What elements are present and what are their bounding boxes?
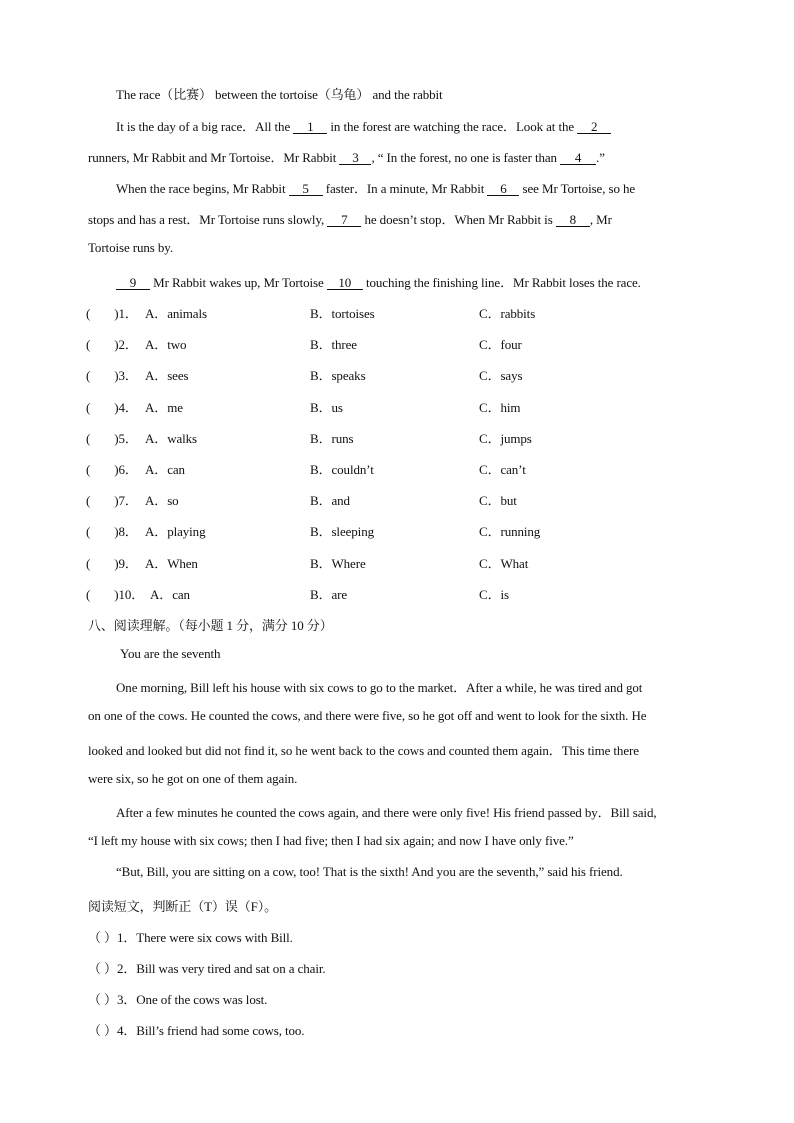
tf-item-1[interactable]: （ ）1．There were six cows with Bill. <box>88 930 293 945</box>
question-number: )3． <box>114 368 138 383</box>
option-b[interactable]: B．and <box>310 493 350 508</box>
passage-line: looked and looked but did not find it, so he went back to the cows and counted them again．This time there <box>88 743 639 758</box>
option-b[interactable]: B．are <box>310 587 348 602</box>
blank-10[interactable]: 10 <box>327 276 363 290</box>
question-number: )9． <box>114 556 138 571</box>
answer-paren[interactable]: ( )9． <box>86 556 138 571</box>
cloze-line-4 <box>88 209 612 228</box>
answer-paren[interactable]: ( )1． <box>86 306 138 321</box>
blank-7[interactable]: 7 <box>327 213 361 227</box>
passage-line: “But, Bill, you are sitting on a cow, too! That is the sixth! And you are the seventh,” said his friend. <box>116 864 623 879</box>
blank-9[interactable]: 9 <box>116 276 150 290</box>
answer-paren[interactable]: ( )10． <box>86 587 145 602</box>
option-b[interactable]: B．tortoises <box>310 306 375 321</box>
cloze-line-2 <box>88 147 605 166</box>
answer-paren[interactable]: ( )5． <box>86 431 138 446</box>
option-c[interactable]: C．says <box>479 368 523 383</box>
text: he doesn’t stop．When Mr Rabbit is <box>361 212 556 227</box>
option-a[interactable]: A．walks <box>145 431 198 446</box>
passage-line: “I left my house with six cows; then I had five; then I had six again; and now I have only five.” <box>88 833 574 848</box>
option-c[interactable]: C．four <box>479 337 522 352</box>
tf-item-2[interactable]: （ ）2．Bill was very tired and sat on a chair. <box>88 961 326 976</box>
question-number: )6． <box>114 462 138 477</box>
question-number: )7． <box>114 493 138 508</box>
text: When the race begins, Mr Rabbit <box>116 181 289 196</box>
answer-paren[interactable]: ( )7． <box>86 493 138 508</box>
text: in the forest are watching the race．Look at the <box>327 119 578 134</box>
option-c[interactable]: C．running <box>479 524 541 539</box>
blank-8[interactable]: 8 <box>556 213 590 227</box>
option-a[interactable]: A．sees <box>145 368 189 383</box>
option-c[interactable]: C．but <box>479 493 517 508</box>
question-number: )10． <box>114 587 145 602</box>
cloze-line-1 <box>116 116 611 135</box>
passage-title: You are the seventh <box>120 646 221 661</box>
passage-line: on one of the cows. He counted the cows, and there were five, so he got off and went to look for the sixth. He <box>88 708 647 723</box>
blank-3[interactable]: 3 <box>339 151 371 165</box>
blank-2[interactable]: 2 <box>577 120 611 134</box>
option-b[interactable]: B．speaks <box>310 368 366 383</box>
text: , “ In the forest, no one is faster than <box>371 150 561 165</box>
option-a[interactable]: A．can <box>150 587 190 602</box>
option-c[interactable]: C．What <box>479 556 529 571</box>
text: It is the day of a big race．All the <box>116 119 294 134</box>
option-b[interactable]: B．couldn’t <box>310 462 374 477</box>
option-b[interactable]: B．Where <box>310 556 366 571</box>
option-b[interactable]: B．us <box>310 400 343 415</box>
option-c[interactable]: C．rabbits <box>479 306 536 321</box>
option-c[interactable]: C．is <box>479 587 509 602</box>
answer-paren[interactable]: ( )2． <box>86 337 138 352</box>
option-c[interactable]: C．him <box>479 400 521 415</box>
blank-4[interactable]: 4 <box>560 151 596 165</box>
option-b[interactable]: B．runs <box>310 431 354 446</box>
text: .” <box>596 150 605 165</box>
section-8-heading: 八、阅读理解。（每小题 1 分，满分 10 分） <box>88 618 333 633</box>
option-b[interactable]: B．three <box>310 337 357 352</box>
text: , Mr <box>589 212 612 227</box>
text: touching the finishing line．Mr Rabbit loses the race. <box>362 275 641 290</box>
blank-5[interactable]: 5 <box>289 182 323 196</box>
question-number: )8． <box>114 524 138 539</box>
answer-paren[interactable]: ( )4． <box>86 400 138 415</box>
text: Mr Rabbit wakes up, Mr Tortoise <box>150 275 327 290</box>
passage-line: were six, so he got on one of them again. <box>88 771 298 786</box>
question-number: )4． <box>114 400 138 415</box>
tf-item-4[interactable]: （ ）4．Bill’s friend had some cows, too. <box>88 1023 305 1038</box>
question-number: )2． <box>114 337 138 352</box>
option-a[interactable]: A．When <box>145 556 198 571</box>
answer-paren[interactable]: ( )6． <box>86 462 138 477</box>
cloze-line-3 <box>116 178 635 197</box>
text: see Mr Tortoise, so he <box>519 181 636 196</box>
option-a[interactable]: A．so <box>145 493 179 508</box>
tf-instruction: 阅读短文，判断正（T）误（F）。 <box>88 899 278 914</box>
cloze-line-5: Tortoise runs by. <box>88 240 174 255</box>
option-a[interactable]: A．two <box>145 337 187 352</box>
cloze-line-6 <box>116 272 641 291</box>
option-c[interactable]: C．can’t <box>479 462 526 477</box>
tf-item-3[interactable]: （ ）3．One of the cows was lost. <box>88 992 268 1007</box>
option-a[interactable]: A．animals <box>145 306 207 321</box>
passage-line: One morning, Bill left his house with six cows to go to the market．After a while, he was tired and got <box>116 680 643 695</box>
passage-line: After a few minutes he counted the cows again, and there were only five! His friend passed by．Bill said, <box>116 805 657 820</box>
text: runners, Mr Rabbit and Mr Tortoise．Mr Rabbit <box>88 150 340 165</box>
answer-paren[interactable]: ( )8． <box>86 524 138 539</box>
question-number: )5． <box>114 431 138 446</box>
text: faster．In a minute, Mr Rabbit <box>322 181 488 196</box>
question-number: )1． <box>114 306 138 321</box>
cloze-title: The race（比赛） between the tortoise（乌龟） and the rabbit <box>116 87 443 102</box>
text: stops and has a rest．Mr Tortoise runs slowly, <box>88 212 328 227</box>
option-a[interactable]: A．can <box>145 462 185 477</box>
option-a[interactable]: A．playing <box>145 524 206 539</box>
option-a[interactable]: A．me <box>145 400 183 415</box>
option-b[interactable]: B．sleeping <box>310 524 374 539</box>
blank-1[interactable]: 1 <box>293 120 327 134</box>
answer-paren[interactable]: ( )3． <box>86 368 138 383</box>
option-c[interactable]: C．jumps <box>479 431 532 446</box>
blank-6[interactable]: 6 <box>487 182 519 196</box>
